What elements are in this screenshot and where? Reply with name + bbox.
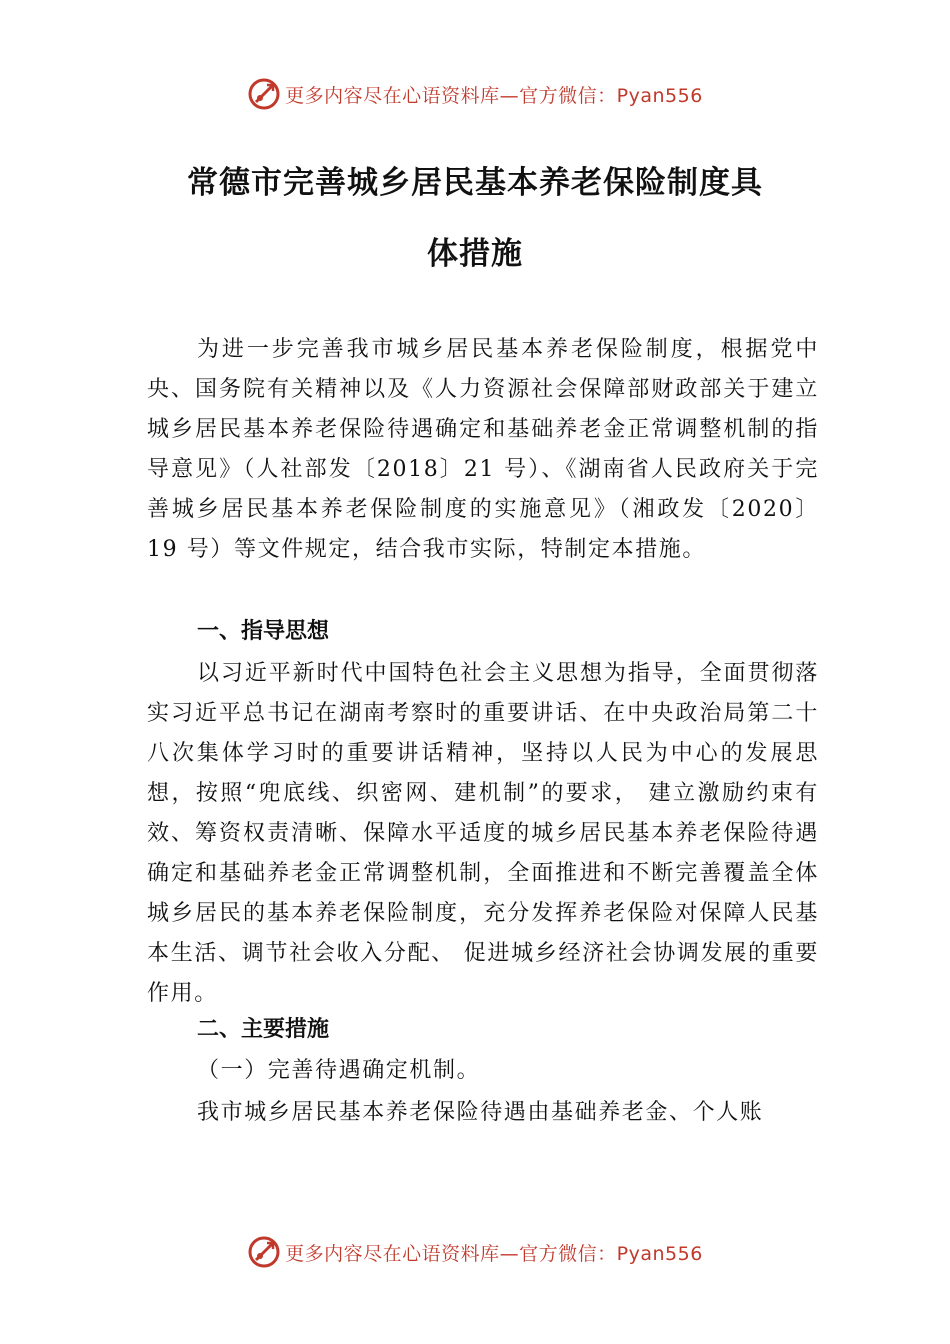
document-title-line-1: 常德市完善城乡居民基本养老保险制度具 — [187, 165, 763, 201]
logo-icon — [247, 77, 281, 111]
subsection-heading-benefit-mechanism: （一）完善待遇确定机制。 — [197, 1058, 481, 1083]
section-heading-guiding-ideology: 一、指导思想 — [197, 619, 330, 644]
logo-icon — [247, 1235, 281, 1269]
watermark-text: 更多内容尽在心语资料库—官方微信：Pyan556 — [285, 84, 703, 107]
section-heading-main-measures: 二、主要措施 — [197, 1017, 330, 1042]
watermark-text: 更多内容尽在心语资料库—官方微信：Pyan556 — [285, 1242, 703, 1265]
section-body-guiding-ideology: 以习近平新时代中国特色社会主义思想为指导，全面贯彻落实习近平总书记在湖南考察时的重要讲话、在中央政治局第二十八次集体学习时的重要讲话精神，坚持以人民为中心的发展思想，按照“兜底线、织密网、建机制”的要求， 建立激励约束有效、筹资权责清晰、保障水平适度的城乡居民基本养老保险待遇确定和基础养老金正常调整机制，全面推进和不断完善覆盖全体城乡居民的基本养老保险制度，充分发挥养老保险对保障人民基本生活、调节社会收入分配、 促进城乡经济社会协调发展的重要作用。 — [147, 661, 819, 1006]
intro-paragraph: 为进一步完善我市城乡居民基本养老保险制度，根据党中央、国务院有关精神以及《人力资源社会保障部财政部关于建立城乡居民基本养老保险待遇确定和基础养老金正常调整机制的指导意见》（人社部发〔2018〕21 号）、《湖南省人民政府关于完善城乡居民基本养老保险制度的实施意见》（湘政发〔2020〕19 号）等文件规定，结合我市实际，特制定本措施。 — [147, 337, 819, 562]
watermark-bottom — [0, 1232, 950, 1272]
document-title-line-2: 体措施 — [427, 236, 523, 272]
watermark-top — [0, 74, 950, 114]
subsection-body-benefit-mechanism: 我市城乡居民基本养老保险待遇由基础养老金、个人账 — [197, 1100, 764, 1125]
